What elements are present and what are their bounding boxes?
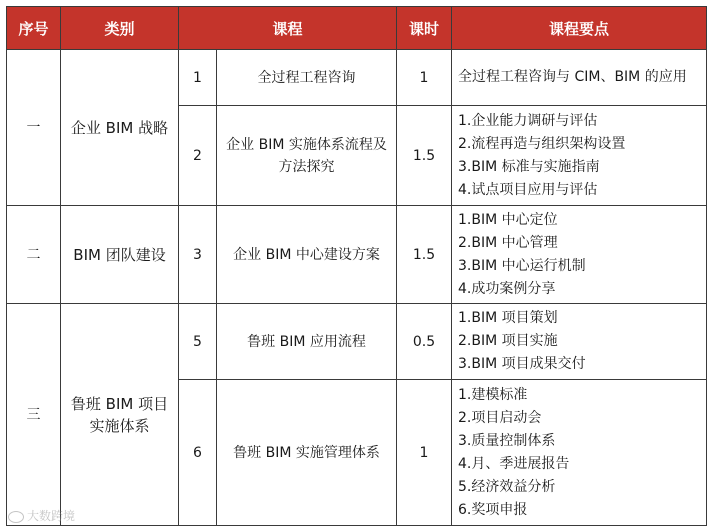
key-point-item: 3.BIM 项目成果交付 <box>458 356 586 372</box>
seq-cell: 三 <box>7 304 61 526</box>
course-name-cell: 鲁班 BIM 应用流程 <box>217 304 397 380</box>
key-point-item: 1.建模标准 <box>458 386 528 403</box>
key-point-item: 5.经济效益分析 <box>458 478 556 495</box>
key-points-cell <box>452 50 707 106</box>
header-hours: 课时 <box>397 7 452 50</box>
course-no-cell: 6 <box>179 380 217 526</box>
course-no-cell: 1 <box>179 50 217 106</box>
key-point-item: 4.成功案例分享 <box>458 280 556 297</box>
key-points-cell <box>452 380 707 526</box>
hours-cell: 1.5 <box>397 106 452 206</box>
seq-cell: 一 <box>7 50 61 206</box>
course-table <box>6 6 707 526</box>
course-name-cell: 全过程工程咨询 <box>217 50 397 106</box>
watermark-text: 大数跨境 <box>27 509 76 523</box>
key-point-item: 6.奖项申报 <box>458 501 528 518</box>
table-row <box>7 206 707 304</box>
category-cell: BIM 团队建设 <box>61 206 179 304</box>
key-points-cell <box>452 304 707 380</box>
course-no-cell: 3 <box>179 206 217 304</box>
key-point-item: 2.BIM 中心管理 <box>458 234 558 251</box>
table-row <box>7 304 707 380</box>
watermark-logo-icon <box>8 511 24 523</box>
header-row <box>7 7 707 50</box>
watermark <box>8 507 75 524</box>
course-no-cell: 5 <box>179 304 217 380</box>
key-point-item: 1.BIM 中心定位 <box>458 211 558 228</box>
hours-cell: 1.5 <box>397 206 452 304</box>
hours-cell: 0.5 <box>397 304 452 380</box>
course-name-cell: 企业 BIM 中心建设方案 <box>217 206 397 304</box>
key-point-item: 3.质量控制体系 <box>458 432 556 449</box>
key-points-cell <box>452 106 707 206</box>
key-point-item: 全过程工程咨询与 CIM、BIM 的应用 <box>458 69 687 85</box>
course-no-cell: 2 <box>179 106 217 206</box>
key-point-item: 4.月、季进展报告 <box>458 455 570 472</box>
key-points-cell <box>452 206 707 304</box>
table-row <box>7 50 707 106</box>
key-point-item: 2.流程再造与组织架构设置 <box>458 135 626 152</box>
seq-cell: 二 <box>7 206 61 304</box>
key-point-item: 1.BIM 项目策划 <box>458 310 558 326</box>
header-seq: 序号 <box>7 7 61 50</box>
key-point-item: 3.BIM 中心运行机制 <box>458 257 586 274</box>
key-point-item: 2.BIM 项目实施 <box>458 333 558 349</box>
key-point-item: 4.试点项目应用与评估 <box>458 181 598 198</box>
category-cell: 企业 BIM 战略 <box>61 50 179 206</box>
category-cell: 鲁班 BIM 项目实施体系 <box>61 304 179 526</box>
header-course: 课程 <box>179 7 397 50</box>
course-name-cell: 企业 BIM 实施体系流程及方法探究 <box>217 106 397 206</box>
hours-cell: 1 <box>397 50 452 106</box>
header-category: 类别 <box>61 7 179 50</box>
hours-cell: 1 <box>397 380 452 526</box>
course-name-cell: 鲁班 BIM 实施管理体系 <box>217 380 397 526</box>
header-key-points: 课程要点 <box>452 7 707 50</box>
key-point-item: 2.项目启动会 <box>458 409 542 426</box>
key-point-item: 3.BIM 标准与实施指南 <box>458 158 600 175</box>
key-point-item: 1.企业能力调研与评估 <box>458 112 598 129</box>
